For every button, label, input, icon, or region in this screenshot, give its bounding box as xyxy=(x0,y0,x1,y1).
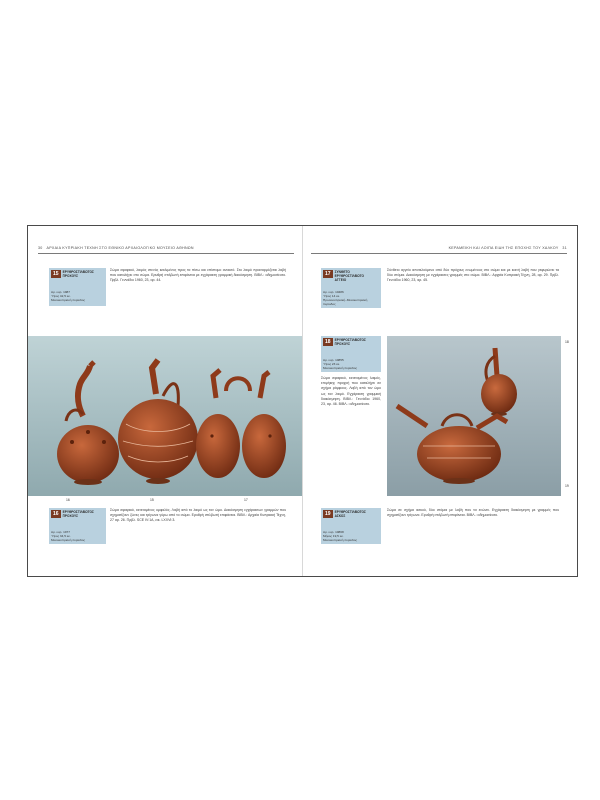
entry-number: 19 xyxy=(325,511,331,517)
inventory-number: Αρ. ευρ. 10868 xyxy=(323,530,344,534)
period: Μεσοκυπριακή περίοδος xyxy=(323,538,357,542)
right-running-title: ΚΕΡΑΜΕΙΚΗ ΚΑΙ ΛΟΙΠΑ ΕΙΔΗ ΤΗΣ ΕΠΟΧΗΣ ΤΟΥ ΧΑΛΚΟΥ xyxy=(448,246,559,250)
entry-text-19: Σώμα σε σχήμα ασκού, δύο στόμια με λαβή που τα ενώνει. Εγχάρακτη διακόσμηση με γραμμές που σχηματίζουν τρίγωνα. Ερυθρή στιλβωτή επιφάνεια. ΒΙΒΛ.: αδημοσίευτο. xyxy=(387,508,559,518)
entry-text-18: Σώμα σφαιρικό, εκτεταμένος λαιμός, επιμήκης προχοή που καταλήγει σε σχήμα ράμφους. Λαβή από τον ώμο ως τον λαιμό. Εγχάρακτη γραμμική διακόσμηση. ΒΙΒΛ.: Γεννάδιο 1960, 23, αρ. 46. ΒΙΒΛ.: αδημοσίευτο. xyxy=(321,376,381,407)
header-rule xyxy=(311,253,567,254)
pottery-photo-right xyxy=(387,336,561,496)
entry-label-16 xyxy=(49,508,106,544)
caption-number: 17 xyxy=(244,498,248,502)
entry-meta xyxy=(51,290,104,302)
height: Ύψος 23 εκ. xyxy=(323,362,341,366)
right-header xyxy=(449,246,567,250)
height: Ύψος 14 εκ. xyxy=(323,294,341,298)
entry-title: ΕΡΥΘΡΟΣΤΙΛΒΩΤΟΣ ΠΡΟΧΟΥΣ xyxy=(62,510,94,518)
inventory-number: Αρ. ευρ. 1987 xyxy=(51,290,70,294)
entry-meta xyxy=(323,358,379,370)
left-page xyxy=(28,226,302,576)
caption-number: 15 xyxy=(150,498,154,502)
entry-meta xyxy=(51,530,104,542)
entry-number: 16 xyxy=(53,511,59,517)
entry-label-15 xyxy=(49,268,106,306)
entry-label-17 xyxy=(321,268,381,308)
caption-number: 16 xyxy=(66,498,70,502)
length: Μήκος 19,5 εκ. xyxy=(323,534,344,538)
right-page-number: 31 xyxy=(562,246,567,250)
caption-number: 18 xyxy=(565,340,569,344)
pottery-photo-left xyxy=(28,336,302,496)
period: Μεσοκυπριακή περίοδος xyxy=(323,366,357,370)
inventory-number: Αρ. ευρ. 1977 xyxy=(51,530,70,534)
left-header xyxy=(38,246,194,250)
period: Μεσοκυπριακή περίοδος xyxy=(51,298,85,302)
header-rule xyxy=(38,253,294,254)
book-spread xyxy=(27,225,578,577)
entry-meta xyxy=(323,530,379,542)
entry-text-15: Σώμα σφαιρικό, λαιμός στενός κεκλιμένος προς τα πίσω και επίστομο ανοικτό. Στο λαιμό προσαρμόζεται λαβή που καταλήγει στο σώμα. Ερυθρή στιλβωτή επιφάνεια με εγχάρακτη γραμμική διακόσμηση. ΒΙΒΛ.: αδημοσίευτο. Πρβλ. Γεννάδιο 1960, 23, αρ. 44. xyxy=(110,268,286,283)
entry-number: 15 xyxy=(53,271,59,277)
inventory-number: Αρ. ευρ. 10855 xyxy=(323,358,344,362)
entry-label-19 xyxy=(321,508,381,544)
entry-title: ΕΡΥΘΡΟΣΤΙΛΒΩΤΟΣ ΠΡΟΧΟΥΣ xyxy=(62,270,94,278)
height: Ύψος 34,5 εκ. xyxy=(51,534,71,538)
entry-label-18 xyxy=(321,336,381,372)
entry-text-17: Σύνθετο αγγείο αποτελούμενο από δύο πρόχους ενωμένους στο σώμα και με κοινή λαβή που γεφυρώνει τα δύο στόμια. Διακόσμηση με εγχάρακτες γραμμές στο σώμα. ΒΙΒΛ.: Αρχαία Κυπριακή Τέχνη, 28, αρ. 29. Πρβλ. Γεννάδιο 1960, 23, αρ. 45. xyxy=(387,268,559,283)
entry-number: 18 xyxy=(325,339,331,345)
entry-meta xyxy=(323,290,379,306)
entry-text-16: Σώμα σφαιρικό, εκτεταμένος ομφαλός. Λαβή από το λαιμό ως τον ώμο. Διακόσμηση εγχάρακτων γραμμών που σχηματίζουν ζώνες και τρίγωνα γύρω από το σώμα. Ερυθρή στιλβωτή επιφάνεια. ΒΙΒΛ.: Αρχαία Κυπριακή Τέχνη, 27 αρ. 26. Πρβλ. SCE IV:1Α, εικ. LXXVI:3. xyxy=(110,508,286,523)
right-page xyxy=(303,226,577,576)
left-running-title: ΑΡΧΑΙΑ ΚΥΠΡΙΑΚΗ ΤΕΧΝΗ ΣΤΟ ΕΘΝΙΚΟ ΑΡΧΑΙΟΛΟΓΙΚΟ ΜΟΥΣΕΙΟ ΑΘΗΝΩΝ xyxy=(46,246,194,250)
inventory-number: Αρ. ευρ. 10486 xyxy=(323,290,344,294)
entry-number: 17 xyxy=(325,271,331,277)
left-page-number: 30 xyxy=(38,246,43,250)
entry-title: ΣΥΝΘΕΤΟ ΕΡΥΘΡΟΣΤΙΛΒΩΤΟ ΑΓΓΕΙΟ xyxy=(334,270,365,282)
height: Ύψος 42,5 εκ. xyxy=(51,294,71,298)
caption-number: 19 xyxy=(565,484,569,488)
entry-title: ΕΡΥΘΡΟΣΤΙΛΒΩΤΟΣ ΑΣΚΟΣ xyxy=(334,510,366,518)
entry-title: ΕΡΥΘΡΟΣΤΙΛΒΩΤΟΣ ΠΡΟΧΟΥΣ xyxy=(334,338,366,346)
period: Πρωτοκυπριακή–Μεσοκυπριακή περίοδος xyxy=(323,298,368,306)
period: Μεσοκυπριακή περίοδος xyxy=(51,538,85,542)
